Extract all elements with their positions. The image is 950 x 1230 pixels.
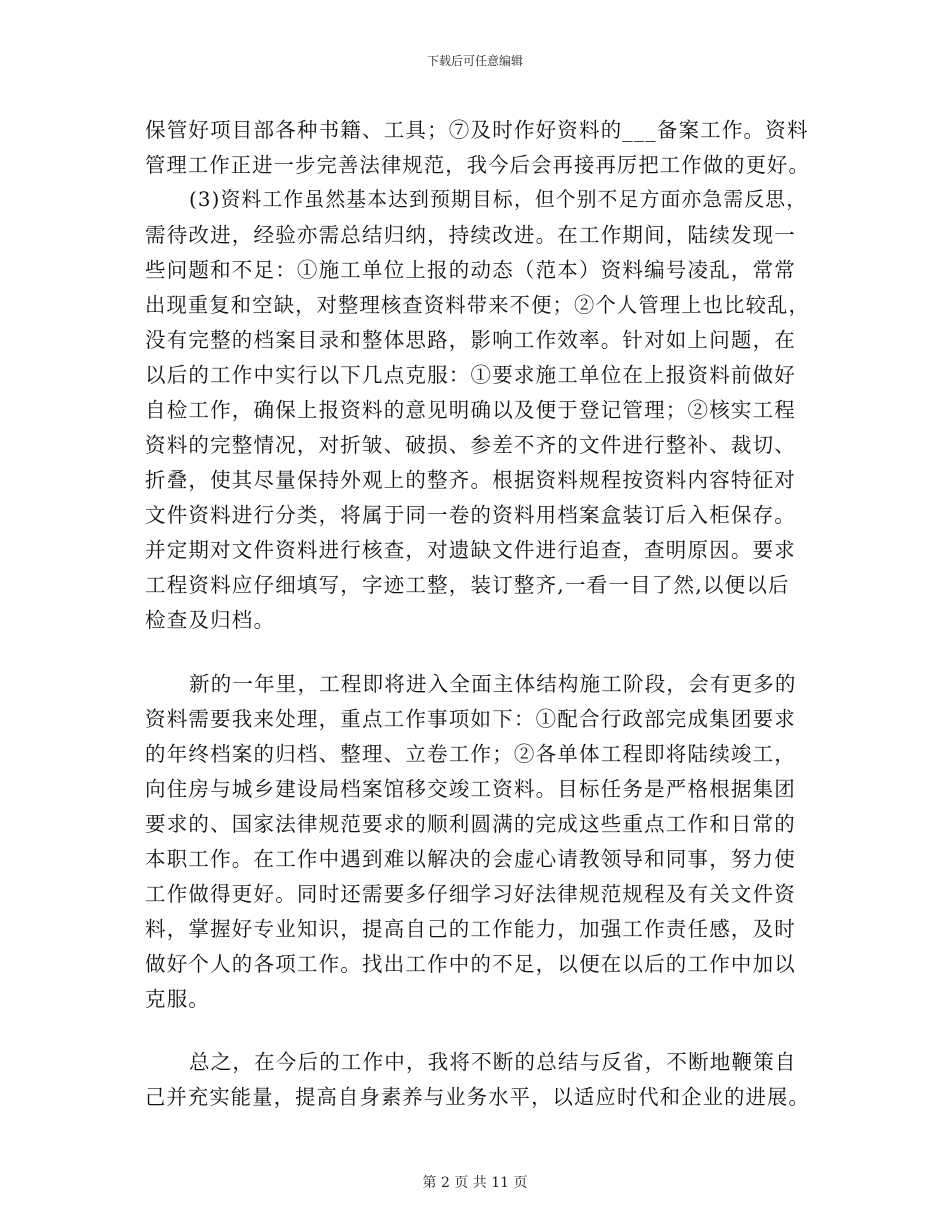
text-line: 向住房与城乡建设局档案馆移交竣工资料。目标任务是严格根据集团 bbox=[145, 777, 796, 801]
text-line: 资料需要我来处理，重点工作事项如下：①配合行政部完成集团要求 bbox=[145, 707, 796, 731]
text-line: 保管好项目部各种书籍、工具；⑦及时作好资料的___备案工作。资料 bbox=[145, 118, 809, 142]
text-line: 以后的工作中实行以下几点克服：①要求施工单位在上报资料前做好 bbox=[145, 363, 796, 387]
text-line: 并定期对文件资料进行核查，对遗缺文件进行追查，查明原因。要求 bbox=[145, 538, 796, 562]
text-line: 需待改进，经验亦需总结归纳，持续改进。在工作期间，陆续发现一 bbox=[145, 223, 796, 247]
text-line: 折叠，使其尽量保持外观上的整齐。根据资料规程按资料内容特征对 bbox=[145, 468, 796, 492]
text-line: 本职工作。在工作中遇到难以解决的会虚心请教领导和同事，努力使 bbox=[145, 847, 796, 871]
text-line: 己并充实能量，提高自身素养与业务水平，以适应时代和企业的进展。 bbox=[145, 1085, 810, 1109]
text-line: 文件资料进行分类，将属于同一卷的资料用档案盒装订后入柜保存。 bbox=[145, 503, 796, 527]
page-footer: 第 2 页 共 11 页 bbox=[422, 1175, 528, 1191]
text-line: 的年终档案的归档、整理、立卷工作；②各单体工程即将陆续竣工， bbox=[145, 742, 796, 766]
text-line: 工程资料应仔细填写，字迹工整，装订整齐,一看一目了然,以便以后 bbox=[145, 573, 790, 597]
text-line: 检查及归档。 bbox=[145, 608, 276, 632]
text-line: (3)资料工作虽然基本达到预期目标，但个别不足方面亦急需反思， bbox=[189, 188, 808, 211]
text-line: 没有完整的档案目录和整体思路，影响工作效率。针对如上问题，在 bbox=[145, 328, 796, 352]
page-header: 下载后可任意编辑 bbox=[426, 54, 523, 68]
text-line: 料，掌握好专业知识，提高自己的工作能力，加强工作责任感，及时 bbox=[145, 917, 796, 941]
text-line: 管理工作正进一步完善法律规范，我今后会再接再厉把工作做的更好。 bbox=[145, 153, 810, 177]
text-line: 资料的完整情况，对折皱、破损、参差不齐的文件进行整补、裁切、 bbox=[145, 433, 796, 457]
text-line: 做好个人的各项工作。找出工作中的不足，以便在以后的工作中加以 bbox=[145, 952, 796, 976]
text-line: 新的一年里，工程即将进入全面主体结构施工阶段，会有更多的 bbox=[189, 672, 797, 696]
text-line: 些问题和不足：①施工单位上报的动态（范本）资料编号凌乱，常常 bbox=[145, 258, 796, 282]
text-line: 自检工作，确保上报资料的意见明确以及便于登记管理；②核实工程 bbox=[145, 398, 796, 422]
text-line: 克服。 bbox=[145, 987, 211, 1011]
text-line: 总之，在今后的工作中，我将不断的总结与反省，不断地鞭策自 bbox=[189, 1050, 797, 1074]
text-line: 工作做得更好。同时还需要多仔细学习好法律规范规程及有关文件资 bbox=[145, 882, 796, 906]
text-line: 出现重复和空缺，对整理核查资料带来不便；②个人管理上也比较乱， bbox=[145, 293, 810, 317]
text-line: 要求的、国家法律规范要求的顺利圆满的完成这些重点工作和日常的 bbox=[145, 812, 796, 836]
